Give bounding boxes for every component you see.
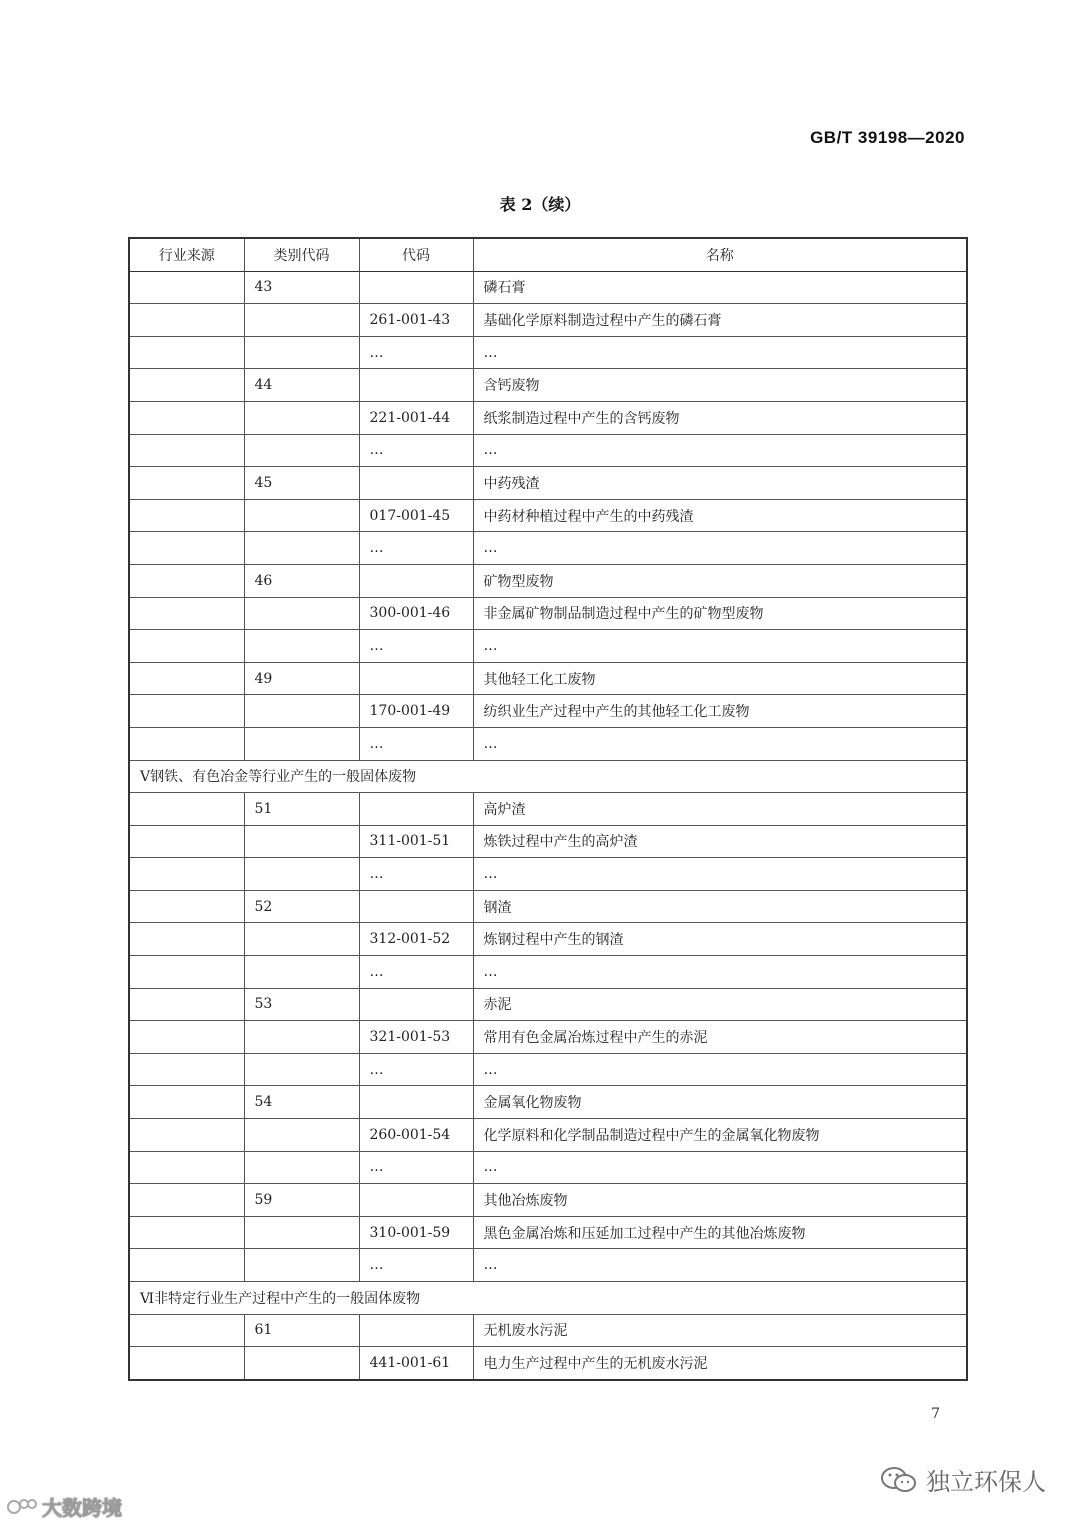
code-cell — [359, 467, 473, 500]
category-code-cell — [244, 401, 359, 434]
code-cell: … — [359, 434, 473, 467]
table-header-row — [129, 238, 967, 271]
code-cell — [359, 1314, 473, 1347]
code-cell — [359, 662, 473, 695]
category-code-cell: 54 — [244, 1086, 359, 1119]
category-code-cell: 51 — [244, 793, 359, 826]
name-cell: 炼钢过程中产生的钢渣 — [473, 923, 967, 956]
category-code-cell — [244, 1021, 359, 1054]
watermark-right-text: 独立环保人 — [926, 1468, 1046, 1496]
code-cell — [359, 369, 473, 402]
waste-classification-table — [128, 237, 968, 1381]
item-row — [129, 434, 967, 467]
industry-source-cell — [129, 304, 244, 337]
section-row — [129, 1282, 967, 1315]
category-code-cell: 49 — [244, 662, 359, 695]
industry-source-cell — [129, 662, 244, 695]
industry-source-cell — [129, 727, 244, 760]
category-code-cell: 59 — [244, 1184, 359, 1217]
name-cell: … — [473, 630, 967, 663]
name-cell: 黑色金属冶炼和压延加工过程中产生的其他冶炼废物 — [473, 1216, 967, 1249]
item-row — [129, 858, 967, 891]
industry-source-cell — [129, 825, 244, 858]
category-code-cell — [244, 434, 359, 467]
industry-source-cell — [129, 1249, 244, 1282]
code-cell: 017-001-45 — [359, 499, 473, 532]
item-row — [129, 336, 967, 369]
item-row — [129, 1053, 967, 1086]
industry-source-cell — [129, 271, 244, 304]
category-row — [129, 988, 967, 1021]
code-cell: 321-001-53 — [359, 1021, 473, 1054]
category-row — [129, 564, 967, 597]
code-cell: … — [359, 336, 473, 369]
code-cell — [359, 564, 473, 597]
item-row — [129, 1021, 967, 1054]
name-cell: 电力生产过程中产生的无机废水污泥 — [473, 1347, 967, 1380]
watermark-logo-icon — [6, 1496, 38, 1518]
code-cell: 312-001-52 — [359, 923, 473, 956]
column-header-code: 代码 — [359, 238, 473, 271]
item-row — [129, 630, 967, 663]
name-cell: 中药残渣 — [473, 467, 967, 500]
category-code-cell — [244, 858, 359, 891]
item-row — [129, 532, 967, 565]
industry-source-cell — [129, 890, 244, 923]
name-cell: 纺织业生产过程中产生的其他轻工化工废物 — [473, 695, 967, 728]
code-cell: 311-001-51 — [359, 825, 473, 858]
industry-source-cell — [129, 956, 244, 989]
industry-source-cell — [129, 858, 244, 891]
category-code-cell: 44 — [244, 369, 359, 402]
code-cell: … — [359, 858, 473, 891]
category-code-cell: 45 — [244, 467, 359, 500]
industry-source-cell — [129, 630, 244, 663]
name-cell: 钢渣 — [473, 890, 967, 923]
code-cell: 300-001-46 — [359, 597, 473, 630]
industry-source-cell — [129, 467, 244, 500]
category-code-cell — [244, 1216, 359, 1249]
name-cell: … — [473, 532, 967, 565]
name-cell: 高炉渣 — [473, 793, 967, 826]
industry-source-cell — [129, 1119, 244, 1152]
category-row — [129, 467, 967, 500]
table-body — [129, 271, 967, 1380]
category-code-cell — [244, 956, 359, 989]
name-cell: 无机废水污泥 — [473, 1314, 967, 1347]
industry-source-cell — [129, 499, 244, 532]
name-cell: 化学原料和化学制品制造过程中产生的金属氧化物废物 — [473, 1119, 967, 1152]
category-row — [129, 1086, 967, 1119]
item-row — [129, 1249, 967, 1282]
code-cell — [359, 1086, 473, 1119]
column-header-industry-source: 行业来源 — [129, 238, 244, 271]
code-cell: … — [359, 1249, 473, 1282]
item-row — [129, 401, 967, 434]
category-code-cell: 61 — [244, 1314, 359, 1347]
category-code-cell — [244, 336, 359, 369]
industry-source-cell — [129, 434, 244, 467]
code-cell: 441-001-61 — [359, 1347, 473, 1380]
name-cell: … — [473, 858, 967, 891]
industry-source-cell — [129, 401, 244, 434]
item-row — [129, 1119, 967, 1152]
section-title: Ⅴ钢铁、有色冶金等行业产生的一般固体废物 — [129, 760, 967, 793]
industry-source-cell — [129, 369, 244, 402]
name-cell: 其他轻工化工废物 — [473, 662, 967, 695]
industry-source-cell — [129, 1086, 244, 1119]
name-cell: 非金属矿物制品制造过程中产生的矿物型废物 — [473, 597, 967, 630]
name-cell: 中药材种植过程中产生的中药残渣 — [473, 499, 967, 532]
code-cell: … — [359, 1053, 473, 1086]
code-cell — [359, 988, 473, 1021]
code-cell: 261-001-43 — [359, 304, 473, 337]
industry-source-cell — [129, 793, 244, 826]
category-row — [129, 1314, 967, 1347]
industry-source-cell — [129, 1184, 244, 1217]
name-cell: 金属氧化物废物 — [473, 1086, 967, 1119]
category-code-cell: 43 — [244, 271, 359, 304]
category-code-cell: 46 — [244, 564, 359, 597]
category-code-cell — [244, 499, 359, 532]
category-code-cell: 53 — [244, 988, 359, 1021]
code-cell: … — [359, 727, 473, 760]
name-cell: … — [473, 336, 967, 369]
item-row — [129, 1151, 967, 1184]
item-row — [129, 1216, 967, 1249]
industry-source-cell — [129, 532, 244, 565]
industry-source-cell — [129, 597, 244, 630]
code-cell: … — [359, 1151, 473, 1184]
category-code-cell — [244, 1151, 359, 1184]
code-cell: 170-001-49 — [359, 695, 473, 728]
watermark-wechat — [880, 1462, 1046, 1497]
category-code-cell — [244, 923, 359, 956]
code-cell: … — [359, 532, 473, 565]
page-number: 7 — [931, 1406, 940, 1422]
code-cell: 310-001-59 — [359, 1216, 473, 1249]
name-cell: 基础化学原料制造过程中产生的磷石膏 — [473, 304, 967, 337]
code-cell: 221-001-44 — [359, 401, 473, 434]
industry-source-cell — [129, 988, 244, 1021]
industry-source-cell — [129, 695, 244, 728]
category-row — [129, 271, 967, 304]
standard-number: GB/T 39198—2020 — [810, 128, 965, 147]
industry-source-cell — [129, 564, 244, 597]
industry-source-cell — [129, 336, 244, 369]
category-code-cell: 52 — [244, 890, 359, 923]
watermark-left-text: 大数跨境 — [42, 1496, 122, 1520]
item-row — [129, 1347, 967, 1380]
item-row — [129, 727, 967, 760]
name-cell: 其他冶炼废物 — [473, 1184, 967, 1217]
code-cell — [359, 271, 473, 304]
category-code-cell — [244, 1119, 359, 1152]
item-row — [129, 499, 967, 532]
category-row — [129, 369, 967, 402]
name-cell: 炼铁过程中产生的高炉渣 — [473, 825, 967, 858]
code-cell: … — [359, 956, 473, 989]
category-row — [129, 793, 967, 826]
name-cell: … — [473, 434, 967, 467]
industry-source-cell — [129, 1216, 244, 1249]
name-cell: 矿物型废物 — [473, 564, 967, 597]
code-cell — [359, 1184, 473, 1217]
industry-source-cell — [129, 1347, 244, 1380]
column-header-category-code: 类别代码 — [244, 238, 359, 271]
name-cell: 磷石膏 — [473, 271, 967, 304]
category-code-cell — [244, 532, 359, 565]
wechat-icon — [880, 1466, 918, 1494]
code-cell — [359, 793, 473, 826]
section-row — [129, 760, 967, 793]
code-cell: 260-001-54 — [359, 1119, 473, 1152]
name-cell: 含钙废物 — [473, 369, 967, 402]
name-cell: … — [473, 956, 967, 989]
category-code-cell — [244, 304, 359, 337]
item-row — [129, 695, 967, 728]
item-row — [129, 956, 967, 989]
category-code-cell — [244, 695, 359, 728]
category-row — [129, 662, 967, 695]
industry-source-cell — [129, 1021, 244, 1054]
column-header-name: 名称 — [473, 238, 967, 271]
item-row — [129, 825, 967, 858]
item-row — [129, 304, 967, 337]
name-cell: … — [473, 1249, 967, 1282]
category-code-cell — [244, 727, 359, 760]
category-code-cell — [244, 597, 359, 630]
code-cell: … — [359, 630, 473, 663]
section-title: Ⅵ非特定行业生产过程中产生的一般固体废物 — [129, 1282, 967, 1315]
name-cell: 赤泥 — [473, 988, 967, 1021]
name-cell: 常用有色金属冶炼过程中产生的赤泥 — [473, 1021, 967, 1054]
name-cell: … — [473, 1053, 967, 1086]
item-row — [129, 597, 967, 630]
industry-source-cell — [129, 1151, 244, 1184]
category-code-cell — [244, 630, 359, 663]
category-row — [129, 890, 967, 923]
code-cell — [359, 890, 473, 923]
watermark-left — [6, 1492, 122, 1521]
category-row — [129, 1184, 967, 1217]
industry-source-cell — [129, 1314, 244, 1347]
category-code-cell — [244, 825, 359, 858]
name-cell: … — [473, 727, 967, 760]
category-code-cell — [244, 1249, 359, 1282]
category-code-cell — [244, 1053, 359, 1086]
name-cell: … — [473, 1151, 967, 1184]
industry-source-cell — [129, 923, 244, 956]
industry-source-cell — [129, 1053, 244, 1086]
table-title: 表 2（续） — [499, 195, 581, 214]
name-cell: 纸浆制造过程中产生的含钙废物 — [473, 401, 967, 434]
category-code-cell — [244, 1347, 359, 1380]
item-row — [129, 923, 967, 956]
